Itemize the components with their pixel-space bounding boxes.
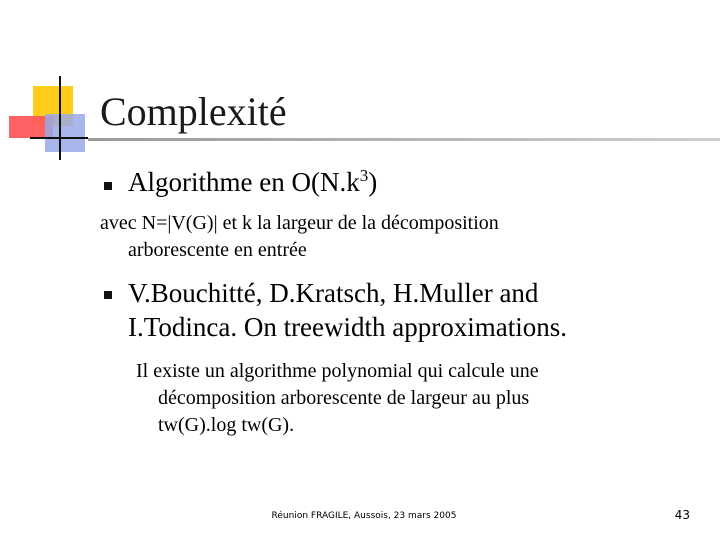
sub-line-3: tw(G).log tw(G). [158,414,295,436]
page-number: 43 [674,508,690,522]
bullet-square-icon [104,291,112,299]
bullet-square-icon [104,182,112,190]
slide-title: Complexité [100,89,287,134]
reference-line-2: I.Todinca. On treewidth approximations. [128,312,568,342]
paragraph-line-1: avec N=|V(G)| et k la largeur de la décomposition [100,212,499,234]
definition-paragraph [100,210,499,264]
logo-yellow-square [33,86,73,126]
bullet-reference [128,276,567,344]
reference-line-1: V.Bouchitté, D.Kratsch, H.Muller and [128,278,539,308]
sub-line-1: Il existe un algorithme polynomial qui calcule une [136,360,539,382]
logo-blue-square [45,114,85,152]
bullet-algorithm: Algorithme en $O(N.k^3)$ [128,166,378,197]
sub-line-2: décomposition arborescente de largeur au plus [158,387,530,409]
paragraph-line-2: arborescente en entrée [128,239,307,261]
title-underline [88,138,720,141]
logo-red-bar [9,116,53,138]
slide-footer: Réunion FRAGILE, Aussois, 23 mars 2005 [271,511,457,521]
logo-vertical-line [59,76,61,160]
logo-horizontal-line [30,137,88,139]
sub-statement [136,358,539,439]
